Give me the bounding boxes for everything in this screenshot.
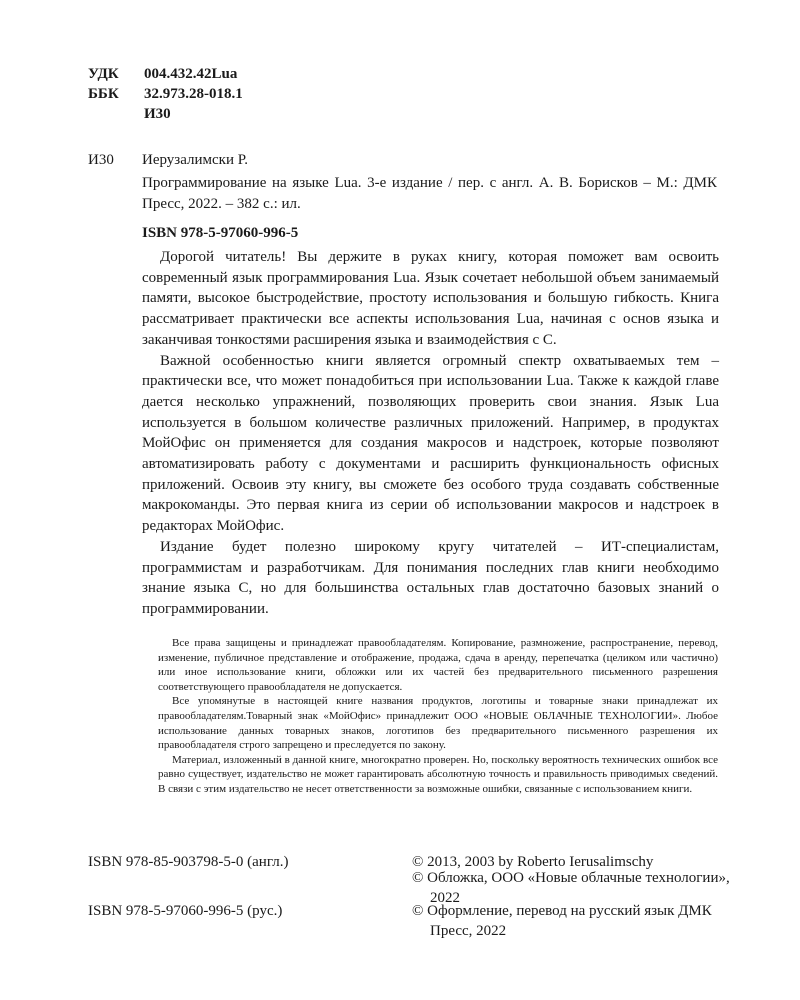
copyright-translation: © Оформление, перевод на русский язык ДМК Пресс, 2022 bbox=[412, 903, 712, 939]
udk-row bbox=[88, 64, 237, 84]
author-code: И30 bbox=[88, 152, 114, 168]
bbk-value: 32.973.28-018.1 bbox=[144, 86, 243, 102]
annotation-paragraph: Важной особенностью книги является огромный спектр охватываемых тем – практически все, что может понадобиться при использовании Lua. Также к каждой главе дается несколько упражнений, позволяющих проверить свои знания. Язык Lua используется в большом количестве различных приложений. Например, в продуктах МойОфис он применяется для создания макросов и надстроек, которые позволяют автоматизировать работу с документами и расширить функциональность офисных приложений. Освоив эту книгу, вы сможете без особого труда создавать собственные макрокоманды. Это первая книга из серии об использовании макросов и надстроек в редакторах МойОфис. bbox=[142, 352, 719, 535]
bibliographic-description: Программирование на языке Lua. 3-е издание / пер. с англ. А. В. Борисков – М.: ДМК Пресс, 2022. – 382 с.: ил. bbox=[142, 175, 717, 212]
annotation-paragraph: Дорогой читатель! Вы держите в руках книгу, которая поможет вам освоить современный язык программирования Lua. Язык сочетает небольшой объем занимаемый памяти, высокое быстродействие, простоту использования и большую гибкость. Книга рассматривает практически все аспекты использования Lua, начиная с основ языка и заканчивая тонкостями расширения языка и взаимодействия с C. bbox=[142, 249, 719, 348]
legal-paragraph: Все упомянутые в настоящей книге названия продуктов, логотипы и товарные знаки принадлежат их правообладателям.Товарный знак «МойОфис» принадлежит ООО «НОВЫЕ ОБЛАЧНЫЕ ТЕХНОЛОГИИ». Любое использование данных товарных знаков, логотипов без предварительного письменного разрешения их правообладателя строго запрещено и преследуется по закону. bbox=[158, 695, 718, 752]
legal-paragraph: Все права защищены и принадлежат правообладателям. Копирование, размножение, распространение, перевод, изменение, публичное представление и отображение, продажа, сдача в аренду, перепечатка (целиком или частично) или иное использование книги, обложки или их частей без предварительного письменного разрешения соответствующего правообладателя не допускается. bbox=[158, 637, 718, 693]
author-code-row bbox=[88, 104, 171, 124]
bbk-key: ББК bbox=[88, 86, 119, 102]
udk-value: 004.432.42Lua bbox=[144, 66, 238, 82]
copyright-author: © 2013, 2003 by Roberto Ierusalimschy bbox=[412, 854, 654, 870]
legal-notice bbox=[158, 636, 718, 797]
annotation bbox=[142, 247, 719, 620]
author-code-top: И30 bbox=[144, 106, 171, 122]
isbn-english: ISBN 978-85-903798-5-0 (англ.) bbox=[88, 854, 289, 870]
isbn-main: ISBN 978-5-97060-996-5 bbox=[142, 225, 299, 241]
annotation-paragraph: Издание будет полезно широкому кругу читателей – ИТ-специалистам, программистам и разработчикам. Для понимания последних глав книги необходимо знание языка C, но для большинства остальных глав достаточно базовых знаний о программировании. bbox=[142, 538, 719, 617]
copyright-cover: © Обложка, ООО «Новые облачные технологии», 2022 bbox=[412, 870, 730, 906]
bbk-row bbox=[88, 84, 243, 104]
legal-paragraph: Материал, изложенный в данной книге, многократно проверен. Но, поскольку вероятность технических ошибок все равно существует, издательство не может гарантировать абсолютную точность и правильность приводимых сведений. В связи с этим издательство не несет ответственности за возможные ошибки, связанные с использованием книги. bbox=[158, 753, 718, 795]
udk-key: УДК bbox=[88, 66, 119, 82]
author-name: Иерузалимски Р. bbox=[142, 152, 248, 168]
isbn-russian: ISBN 978-5-97060-996-5 (рус.) bbox=[88, 903, 283, 919]
